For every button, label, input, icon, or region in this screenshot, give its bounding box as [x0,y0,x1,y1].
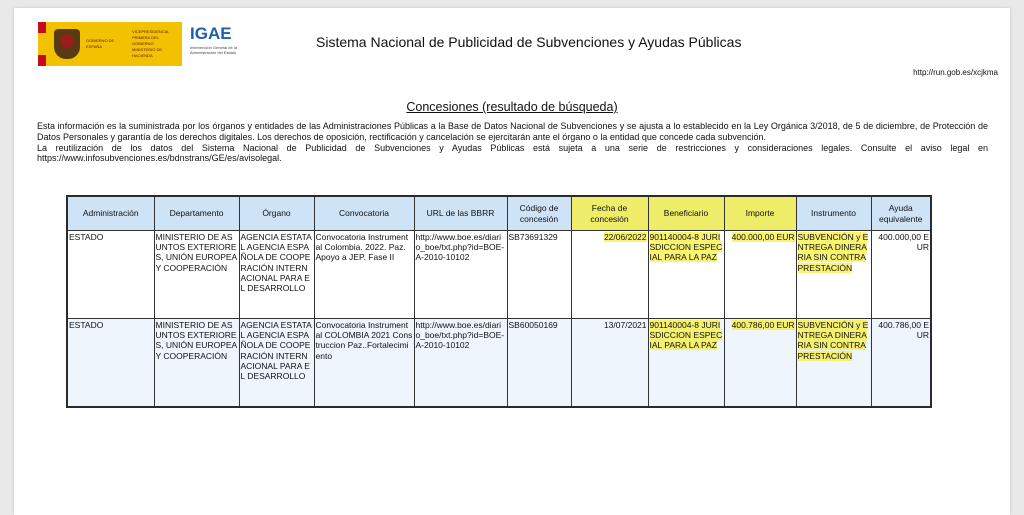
cell-url: http://www.boe.es/diario_boe/txt.php?id=BOE-A-2010-10102 [414,231,507,319]
cell-administracion: ESTADO [67,231,154,319]
highlighted-fecha: 22/06/2022 [603,232,647,242]
igae-logo-mark: IGAE [190,24,232,43]
igae-logo-subtitle: Intervención General de la Administración del Estado [190,45,237,55]
cell-departamento: MINISTERIO DE ASUNTOS EXTERIORES, UNIÓN EUROPEA Y COOPERACIÓN [154,231,239,319]
gov-logo-ministry: MINISTERIO DE HACIENDA [132,47,163,58]
gov-logo-left-text: GOBIERNO DE ESPAÑA [86,38,115,49]
intro-text [37,121,988,164]
column-header-beneficiario: Beneficiario [648,196,724,231]
results-table [66,195,932,408]
column-header-convocatoria: Convocatoria [314,196,414,231]
site-title: Sistema Nacional de Publicidad de Subvenciones y Ayudas Públicas [316,34,742,50]
cell-importe [724,231,796,319]
table-row [67,231,931,319]
spain-flag-icon [38,22,46,66]
cell-beneficiario [648,231,724,319]
column-header-ayuda: Ayuda equivalente [871,196,931,231]
highlighted-importe: 400.000,00 EUR [731,232,795,242]
column-header-url: URL de las BBRR [414,196,507,231]
cell-codigo: SB73691329 [507,231,571,319]
igae-logo [190,24,250,64]
intro-paragraph-reuse: La reutilización de los datos del Sistema Nacional de Publicidad de Subvenciones y Ayudas Públicas está sujeta a una serie de restricciones y consideraciones legales. Consulte el aviso legal en https://www.infosubvenciones.es/bdnstrans/GE/es/avisolegal. [37,142,988,164]
cell-convocatoria: Convocatoria Instrumental Colombia. 2022. Paz. Apoyo a JEP. Fase II [314,231,414,319]
highlighted-instrumento: SUBVENCIÓN y ENTREGA DINERARIA SIN CONTRAPRESTACIÓN [797,320,869,361]
column-header-organo: Órgano [239,196,314,231]
column-header-fecha: Fecha de concesión [571,196,648,231]
column-header-importe: Importe [724,196,796,231]
table-header-row [67,196,931,231]
cell-codigo: SB60050169 [507,319,571,408]
short-url: http://run.gob.es/xcjkma [913,68,998,77]
table-row [67,319,931,408]
column-header-codigo: Código de concesión [507,196,571,231]
cell-beneficiario [648,319,724,408]
government-logo [38,22,182,66]
cell-organo: AGENCIA ESTATAL AGENCIA ESPAÑOLA DE COOPERACIÓN INTERNACIONAL PARA EL DESARROLLO [239,319,314,408]
intro-paragraph-legal: Esta información es la suministrada por los órganos y entidades de las Administraciones Públicas a la Base de Datos Nacional de Subvenciones y se ajusta a lo establecido en la Ley Orgánica 3/2018, de 5 de diciembre, de Protección de Datos Personales y garantía de los derechos digitales. Los derechos de oposición, rectificación y cancelación se ejercitarán ante el órgano o la entidad que concede cada subvención. [37,121,988,142]
column-header-departamento: Departamento [154,196,239,231]
page-heading: Concesiones (resultado de búsqueda) [406,100,618,114]
highlighted-importe: 400.786,00 EUR [731,320,795,330]
cell-ayuda: 400.786,00 EUR [871,319,931,408]
cell-instrumento [796,231,871,319]
column-header-administracion: Administración [67,196,154,231]
cell-url: http://www.boe.es/diario_boe/txt.php?id=BOE-A-2010-10102 [414,319,507,408]
cell-departamento: MINISTERIO DE ASUNTOS EXTERIORES, UNIÓN EUROPEA Y COOPERACIÓN [154,319,239,408]
cell-ayuda: 400.000,00 EUR [871,231,931,319]
column-header-instrumento: Instrumento [796,196,871,231]
gov-logo-text: VICEPRESIDENCIA PRIMERA DEL GOBIERNO [132,29,169,46]
highlighted-beneficiario: 901140004-8 JURISDICCION ESPECIAL PARA LA PAZ [649,232,723,263]
cell-convocatoria: Convocatoria Instrumental COLOMBIA 2021 Construccion Paz..Fortalecimiento [314,319,414,408]
cell-fecha: 13/07/2021 [571,319,648,408]
cell-administracion: ESTADO [67,319,154,408]
cell-importe [724,319,796,408]
cell-fecha [571,231,648,319]
cell-instrumento [796,319,871,408]
coat-of-arms-icon [54,29,80,59]
highlighted-instrumento: SUBVENCIÓN y ENTREGA DINERARIA SIN CONTRAPRESTACIÓN [797,232,869,273]
cell-organo: AGENCIA ESTATAL AGENCIA ESPAÑOLA DE COOPERACIÓN INTERNACIONAL PARA EL DESARROLLO [239,231,314,319]
highlighted-beneficiario: 901140004-8 JURISDICCION ESPECIAL PARA LA PAZ [649,320,723,351]
